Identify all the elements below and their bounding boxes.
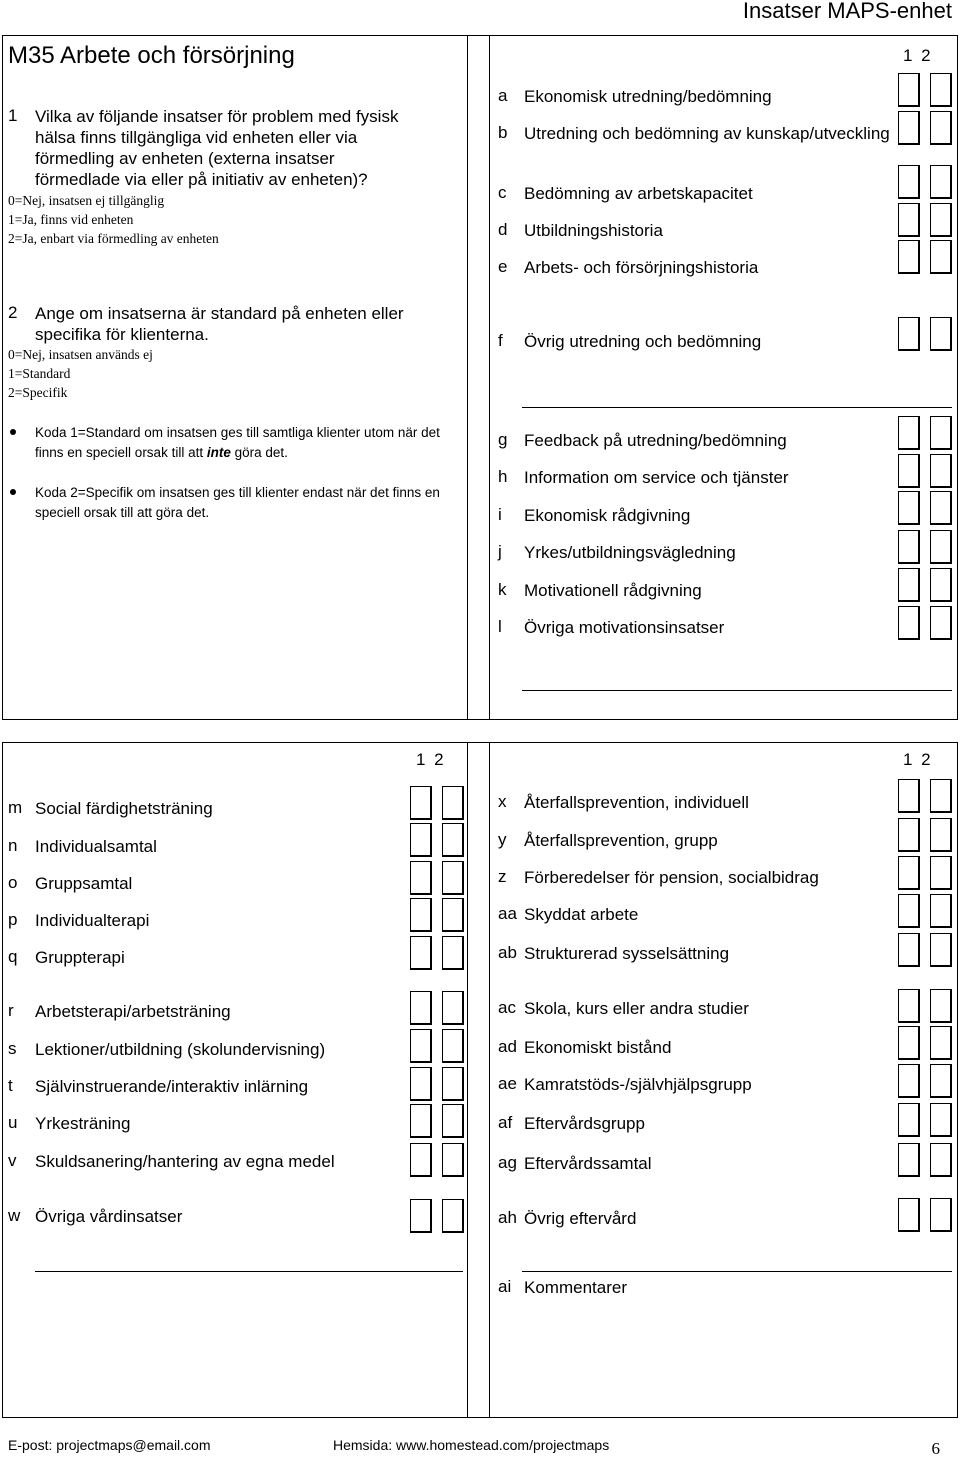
answer-box-2[interactable] [442,991,464,1025]
item-letter: h [498,467,508,486]
question-2-number: 2 [8,303,18,322]
item-letter: m [8,798,23,817]
item-label: Yrkes/utbildningsvägledning [524,543,736,562]
item-letter: w [8,1206,21,1225]
answer-box-1[interactable] [898,240,920,274]
answer-box-1[interactable] [898,1143,920,1177]
item-letter: c [498,183,507,202]
item-letter: x [498,792,507,811]
answer-box-2[interactable] [930,1143,952,1177]
footer-email: E-post: projectmaps@email.com [8,1437,211,1453]
answer-box-2[interactable] [442,1067,464,1101]
bullet-text: göra det. [230,445,288,460]
item-label: Individualterapi [35,911,150,930]
instruction-bullet-1 [35,423,445,463]
item-letter: aa [498,904,517,923]
answer-box-1[interactable] [410,786,432,820]
page-header-title: Insatser MAPS-enhet [742,0,952,23]
answer-box-2[interactable] [930,1064,952,1098]
answer-box-2[interactable] [442,936,464,970]
answer-box-1[interactable] [410,861,432,895]
answer-box-2[interactable] [930,165,952,199]
answer-box-2[interactable] [930,240,952,274]
item-label: Motivationell rådgivning [524,581,702,600]
answer-box-2[interactable] [930,894,952,928]
footer-homepage: Hemsida: www.homestead.com/projectmaps [333,1437,610,1453]
item-label: Strukturerad sysselsättning [524,944,730,963]
answer-box-1[interactable] [898,530,920,564]
item-label: Övriga vårdinsatser [35,1207,183,1226]
item-label: Förberedelser för pension, socialbidrag [524,868,819,887]
item-letter: y [498,830,507,849]
item-label: Gruppterapi [35,948,125,967]
question-1-line: Vilka av följande insatser för problem med fysisk [35,107,399,126]
answer-box-2[interactable] [930,933,952,967]
item-label: Eftervårdssamtal [524,1154,652,1173]
answer-box-1[interactable] [898,933,920,967]
item-label: Ekonomiskt bistånd [524,1038,672,1057]
answer-box-2[interactable] [930,606,952,640]
answer-box-1[interactable] [410,1199,432,1233]
answer-box-2[interactable] [930,1198,952,1232]
answer-box-2[interactable] [930,779,952,813]
answer-box-2[interactable] [930,856,952,890]
answer-box-2[interactable] [930,317,952,351]
question-1-line: hälsa finns tillgängliga vid enheten eller via [35,128,358,147]
answer-box-2[interactable] [930,530,952,564]
answer-box-2[interactable] [442,898,464,932]
item-label: Kommentarer [524,1278,627,1297]
item-label: Bedömning av arbetskapacitet [524,184,753,203]
answer-box-1[interactable] [410,1067,432,1101]
item-letter: g [498,430,508,449]
item-letter: ac [498,998,516,1017]
item-label: Ekonomisk rådgivning [524,506,691,525]
item-letter: e [498,257,508,276]
item-label: Individualsamtal [35,837,157,856]
answer-box-2[interactable] [930,416,952,450]
answer-box-2[interactable] [930,454,952,488]
answer-box-1[interactable] [410,1029,432,1063]
answer-box-2[interactable] [930,111,952,145]
item-letter: u [8,1113,18,1132]
item-label: Lektioner/utbildning (skolundervisning) [35,1040,326,1059]
page-number: 6 [931,1439,940,1458]
bullet-icon [10,429,16,435]
item-label: Information om service och tjänster [524,468,789,487]
item-label: Utredning och bedömning av kunskap/utveckling [524,124,890,143]
code-line: 0=Nej, insatsen används ej [8,347,153,362]
item-letter: r [8,1001,14,1020]
bottom-panel-divider [467,742,468,1418]
answer-box-2[interactable] [442,786,464,820]
item-label: Gruppsamtal [35,874,133,893]
item-letter: z [498,867,507,886]
item-label: Ekonomisk utredning/bedömning [524,87,772,106]
item-letter: p [8,910,18,929]
answer-box-1[interactable] [898,779,920,813]
item-label: Eftervårdsgrupp [524,1114,645,1133]
item-label: Övriga motivationsinsatser [524,618,725,637]
answer-box-1[interactable] [898,416,920,450]
answer-box-2[interactable] [930,73,952,107]
item-letter: b [498,123,508,142]
question-1-codes [8,191,219,248]
section-title: M35 Arbete och försörjning [8,42,295,69]
top-panel-divider [467,35,468,720]
item-label: Återfallsprevention, grupp [524,831,718,850]
question-2-line: Ange om insatserna är standard på enheten eller [35,304,404,323]
column-header-bottom-right: 1 2 [903,750,933,769]
answer-box-1[interactable] [410,1143,432,1177]
bullet-icon [10,489,16,495]
code-line: 0=Nej, insatsen ej tillgänglig [8,193,165,208]
item-label: Återfallsprevention, individuell [524,793,749,812]
answer-box-2[interactable] [442,861,464,895]
code-line: 2=Specifik [8,385,68,400]
item-letter: s [8,1039,17,1058]
code-line: 2=Ja, enbart via förmedling av enheten [8,231,219,246]
answer-box-1[interactable] [898,568,920,602]
answer-box-1[interactable] [898,165,920,199]
answer-box-1[interactable] [898,894,920,928]
question-1-number: 1 [8,106,18,125]
answer-box-1[interactable] [898,454,920,488]
item-letter: ae [498,1074,517,1093]
answer-box-1[interactable] [898,73,920,107]
question-2-codes [8,345,153,402]
item-letter: k [498,580,507,599]
item-letter: ai [498,1277,512,1296]
item-label: Övrig eftervård [524,1209,637,1228]
item-label: Skyddat arbete [524,905,639,924]
item-letter: q [8,947,18,966]
item-letter: t [8,1076,13,1095]
item-label: Skuldsanering/hantering av egna medel [35,1152,335,1171]
separator-line [35,1271,463,1272]
code-line: 1=Standard [8,366,71,381]
separator-line [522,1271,952,1272]
item-letter: o [8,873,18,892]
item-letter: d [498,220,508,239]
answer-box-2[interactable] [442,1104,464,1138]
item-label: Skola, kurs eller andra studier [524,999,749,1018]
answer-box-1[interactable] [898,317,920,351]
answer-box-2[interactable] [930,203,952,237]
item-label: Självinstruerande/interaktiv inlärning [35,1077,309,1096]
answer-box-1[interactable] [898,111,920,145]
question-1-line: förmedlade via eller på initiativ av enheten)? [35,170,368,189]
item-label: Feedback på utredning/bedömning [524,431,787,450]
answer-box-2[interactable] [930,1026,952,1060]
answer-box-2[interactable] [930,568,952,602]
item-label: Övrig utredning och bedömning [524,332,762,351]
column-header-top: 1 2 [903,46,933,65]
item-label: Utbildningshistoria [524,221,663,240]
item-letter: af [498,1113,513,1132]
item-letter: i [498,505,502,524]
answer-box-1[interactable] [898,491,920,525]
question-1-text [35,106,460,190]
item-letter: a [498,86,508,105]
item-letter: l [498,617,502,636]
answer-box-2[interactable] [930,1103,952,1137]
answer-box-1[interactable] [898,856,920,890]
item-letter: v [8,1151,17,1170]
separator-line [522,690,952,691]
answer-box-1[interactable] [898,203,920,237]
answer-box-1[interactable] [898,1198,920,1232]
bullet-emphasis: inte [206,445,231,460]
bullet-text: Koda 1=Standard om insatsen ges till samtliga klienter utom när det finns en speciell orsak till att [35,425,440,460]
question-1-line: förmedling av enheten (externa insatser [35,149,335,168]
answer-box-2[interactable] [930,989,952,1023]
answer-box-1[interactable] [898,1026,920,1060]
code-line: 1=Ja, finns vid enheten [8,212,134,227]
answer-box-2[interactable] [442,1143,464,1177]
answer-box-1[interactable] [898,1103,920,1137]
answer-box-1[interactable] [410,823,432,857]
answer-box-1[interactable] [898,818,920,852]
item-letter: ad [498,1037,517,1056]
answer-box-1[interactable] [898,606,920,640]
item-label: Arbetsterapi/arbetsträning [35,1002,231,1021]
item-letter: ah [498,1208,517,1227]
column-header-bottom-left: 1 2 [416,750,446,769]
answer-box-1[interactable] [898,1064,920,1098]
bottom-panel-divider-right [489,742,490,1418]
item-label: Social färdighetsträning [35,799,213,818]
item-letter: n [8,836,18,855]
top-panel-divider-right [489,35,490,720]
item-label: Yrkesträning [35,1114,131,1133]
answer-box-1[interactable] [410,898,432,932]
item-label: Arbets- och försörjningshistoria [524,258,759,277]
answer-box-2[interactable] [930,491,952,525]
instruction-bullet-2 [35,483,445,523]
item-label: Kamratstöds-/självhjälpsgrupp [524,1075,752,1094]
item-letter: ag [498,1153,517,1172]
answer-box-1[interactable] [410,991,432,1025]
answer-box-1[interactable] [898,989,920,1023]
item-letter: ab [498,943,517,962]
question-2-text [35,303,460,345]
question-2-line: specifika för klienterna. [35,325,209,344]
item-letter: f [498,331,503,350]
answer-box-2[interactable] [930,818,952,852]
answer-box-1[interactable] [410,936,432,970]
bullet-text: Koda 2=Specifik om insatsen ges till klienter endast när det finns en speciell orsak till att göra det. [35,485,440,520]
answer-box-2[interactable] [442,1029,464,1063]
item-letter: j [498,542,502,561]
answer-box-1[interactable] [410,1104,432,1138]
answer-box-2[interactable] [442,1199,464,1233]
separator-line [522,407,952,408]
answer-box-2[interactable] [442,823,464,857]
